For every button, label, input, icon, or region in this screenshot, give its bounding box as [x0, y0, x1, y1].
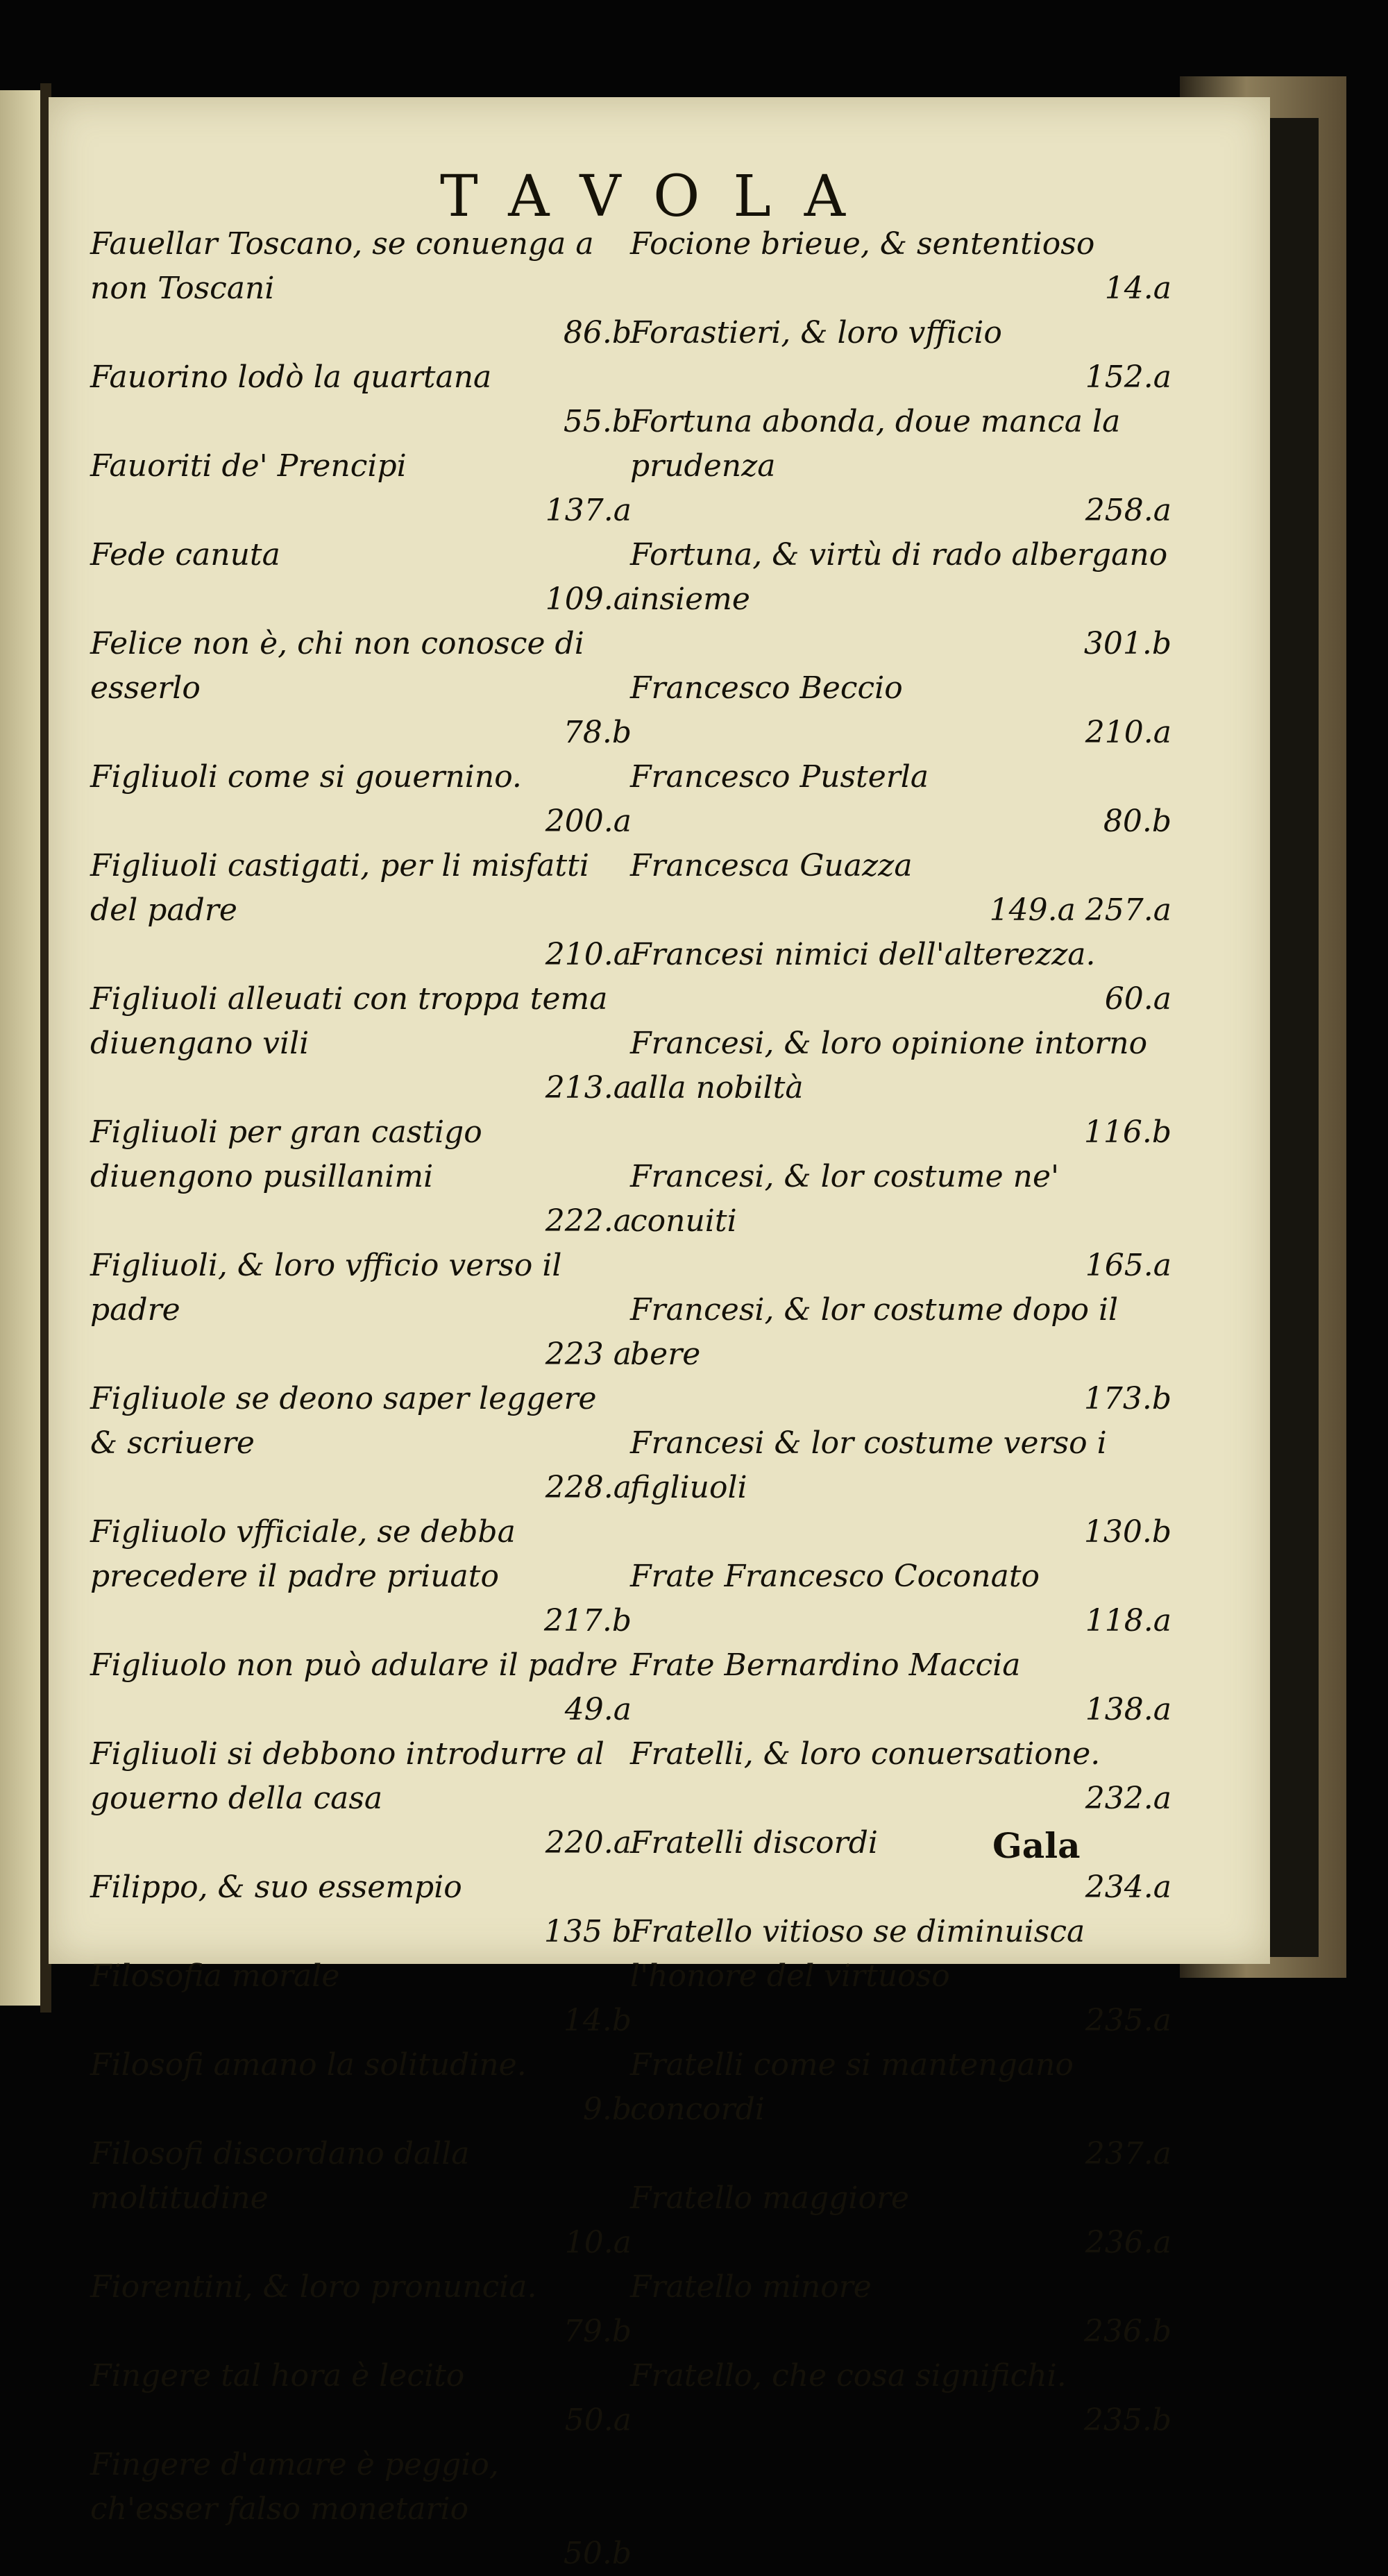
book-page — [49, 97, 1270, 2571]
index-entry: Figliuoli alleuati con troppa tema diuengano vili 213.a — [90, 981, 632, 1105]
index-entry: Francesi, & loro opinione intorno alla nobiltà 116.b — [630, 1026, 1171, 1150]
index-entry: Francesco Pusterla 80.b — [630, 759, 1171, 839]
index-entry: Fauoriti de' Prencipi 137.a — [90, 448, 632, 528]
index-column-left — [90, 222, 632, 2576]
page-block-edge — [1270, 118, 1319, 1957]
index-entry: Francesca Guazza 149.a 257.a — [630, 848, 1171, 928]
index-entry: Fortuna abonda, doue manca la prudenza 258.a — [630, 404, 1171, 528]
index-entry: Fauorino lodò la quartana 55.b — [90, 359, 632, 439]
index-entry: Fratelli, & loro conuersatione. 232.a — [630, 1736, 1171, 1816]
index-entry: Figliuoli, & loro vfficio verso il padre 223 a — [90, 1248, 632, 1372]
index-entry: Francesco Beccio 210.a — [630, 670, 1171, 750]
index-entry: Fauellar Toscano, se conuenga a non Toscani 86.b — [90, 226, 632, 350]
index-entry: Francesi, & lor costume ne' conuiti 165.a — [630, 1159, 1171, 1283]
index-entry: Fingere d'amare è peggio, ch'esser falso monetario 50.b — [90, 2447, 632, 2571]
index-entry: Fratello vitioso se diminuisca l'honore del virtuoso 235.a — [630, 1914, 1171, 2038]
index-entry: Figliuoli come si gouernino. 200.a — [90, 759, 632, 839]
index-entry: Focione brieue, & sententioso 14.a — [630, 226, 1171, 306]
index-entry: Figliuole se deono saper leggere & scriuere 228.a — [90, 1381, 632, 1505]
index-entry: Filosofia morale 14.b — [90, 1958, 632, 2038]
index-entry: Frate Bernardino Maccia 138.a — [630, 1647, 1171, 1727]
index-entry: Fortuna, & virtù di rado albergano insieme 301.b — [630, 537, 1171, 661]
index-entry: Fratello, che cosa significhi. 235.b — [630, 2358, 1171, 2438]
index-entry: Figliuolo vfficiale, se debba precedere il padre priuato 217.b — [90, 1514, 632, 1638]
index-entry: Filippo, & suo essempio 135 b — [90, 1870, 632, 1949]
index-column-right — [630, 222, 1171, 2443]
index-entry: Fratello maggiore 236.a — [630, 2180, 1171, 2260]
index-entry: Figliuoli castigati, per li misfatti del padre 210.a — [90, 848, 632, 972]
index-entry: Frate Francesco Coconato 118.a — [630, 1559, 1171, 1638]
index-entry: Figliuoli si debbono introdurre al gouerno della casa 220.a — [90, 1736, 632, 1861]
index-entry: Figliuoli per gran castigo diuengono pusillanimi 222.a — [90, 1115, 632, 1239]
index-entry: Figliuolo non può adulare il padre 49.a — [90, 1647, 632, 1727]
index-entry: Filosofi amano la solitudine. 9.b — [90, 2047, 632, 2127]
index-entry: Fratelli come si mantengano concordi 237.a — [630, 2047, 1171, 2171]
index-entry: Felice non è, chi non conosce di esserlo 78.b — [90, 626, 632, 750]
index-entry: Fiorentini, & loro pronuncia. 79.b — [90, 2269, 632, 2349]
index-entry: Fratello minore 236.b — [630, 2269, 1171, 2349]
index-entry: Francesi nimici dell'alterezza. 60.a — [630, 937, 1171, 1017]
index-entry: Filosofi discordano dalla moltitudine 10.a — [90, 2136, 632, 2260]
facing-page-edge — [0, 90, 40, 2006]
index-entry: Fingere tal hora è lecito 50.a — [90, 2358, 632, 2438]
index-entry: Francesi, & lor costume dopo il bere 173.b — [630, 1292, 1171, 1416]
page-heading: TAVOLA — [439, 164, 879, 230]
index-entry: Francesi & lor costume verso i figliuoli 130.b — [630, 1425, 1171, 1550]
catchword: Gala — [992, 1825, 1081, 1866]
index-entry: Fratelli discordi 234.a — [630, 1825, 1171, 1905]
index-entry: Forastieri, & loro vfficio 152.a — [630, 315, 1171, 395]
index-entry: Fede canuta 109.a — [90, 537, 632, 617]
